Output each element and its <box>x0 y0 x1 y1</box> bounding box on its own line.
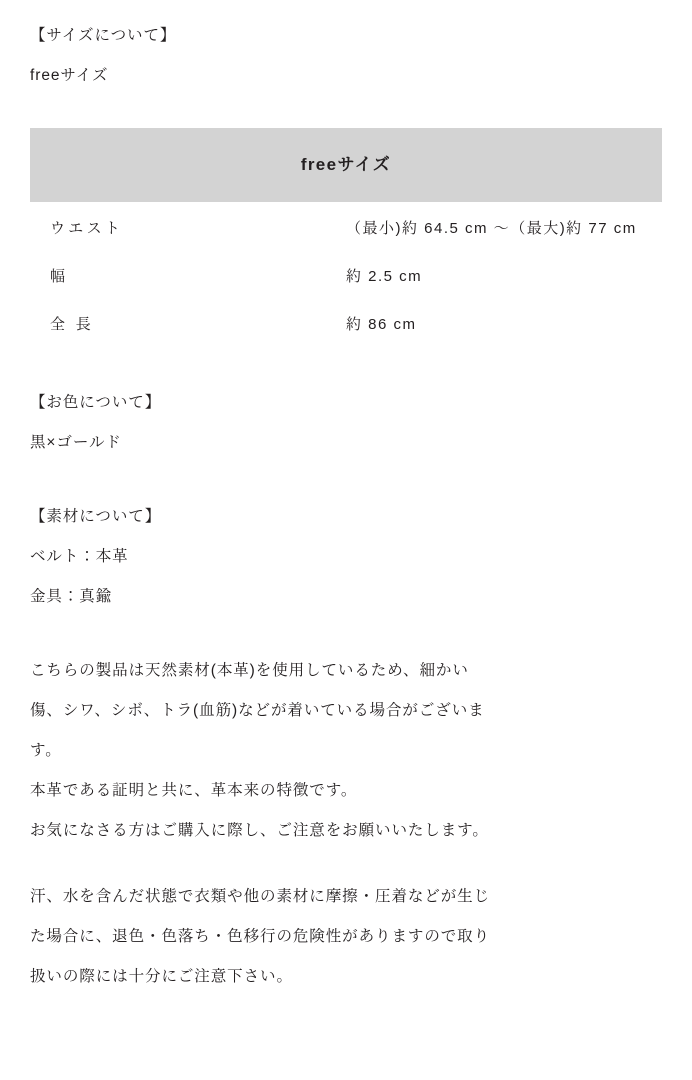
notes-paragraph-leather <box>30 651 662 851</box>
spacer-before-material <box>30 463 662 497</box>
notes-line: 傷、シワ、シボ、トラ(血筋)などが着いている場合がございま <box>30 702 485 719</box>
size-row-value: 約 2.5 cm <box>346 268 423 285</box>
color-section-heading: 【お色について】 <box>30 394 162 411</box>
size-row-value: 約 86 cm <box>346 316 417 333</box>
size-row-value: （最小)約 64.5 cm 〜（最大)約 77 cm <box>346 220 637 237</box>
notes-line: こちらの製品は天然素材(本革)を使用しているため、細かい <box>30 662 469 679</box>
spacer-after-table <box>30 349 662 383</box>
size-row-label: 全 長 <box>50 316 95 333</box>
spacer-between-notes <box>30 851 662 877</box>
size-row-label: ウエスト <box>50 220 124 237</box>
spacer-before-notes <box>30 617 662 651</box>
notes-line: す。 <box>30 742 62 759</box>
notes-line: 汗、水を含んだ状態で衣類や他の素材に摩擦・圧着などが生じ <box>30 888 491 905</box>
color-section-value: 黒×ゴールド <box>30 434 122 451</box>
notes-line: お気になさる方はご購入に際し、ご注意をお願いいたします。 <box>30 822 489 839</box>
size-table <box>30 128 662 349</box>
spacer-before-table <box>30 96 662 122</box>
size-table-header-row <box>30 128 662 202</box>
material-hardware-line: 金具：真鍮 <box>30 588 113 605</box>
size-table-header-cell: freeサイズ <box>30 128 662 202</box>
notes-line: 扱いの際には十分にご注意下さい。 <box>30 968 293 985</box>
table-row <box>30 301 662 349</box>
size-section-note: freeサイズ <box>30 67 109 84</box>
notes-line: た場合に、退色・色落ち・色移行の危険性がありますので取り <box>30 928 491 945</box>
table-row <box>30 202 662 253</box>
table-row <box>30 253 662 301</box>
size-section-heading: 【サイズについて】 <box>30 27 177 44</box>
notes-line: 本革である証明と共に、革本来の特徴です。 <box>30 782 358 799</box>
notes-paragraph-care <box>30 877 662 997</box>
material-belt-line: ベルト：本革 <box>30 548 129 565</box>
size-row-label: 幅 <box>50 268 69 285</box>
material-section-heading: 【素材について】 <box>30 508 162 525</box>
